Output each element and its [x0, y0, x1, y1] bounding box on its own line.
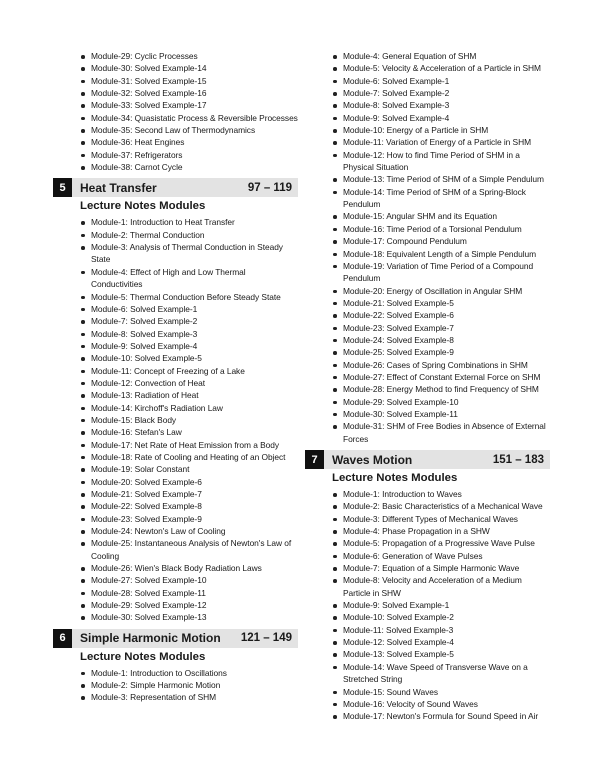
module-item: Module-24: Newton's Law of Cooling: [79, 525, 298, 537]
chapter-number: 7: [305, 450, 324, 469]
chapter-number: 5: [53, 178, 72, 197]
module-item: Module-28: Energy Method to find Frequency of SHM: [331, 383, 550, 395]
module-item: Module-10: Solved Example-2: [331, 611, 550, 623]
module-list: [53, 667, 298, 704]
right-column: [305, 50, 550, 723]
module-item: Module-31: Solved Example-15: [79, 75, 298, 87]
module-item: Module-5: Thermal Conduction Before Steady State: [79, 291, 298, 303]
module-item: Module-19: Variation of Time Period of a Compound Pendulum: [331, 260, 550, 285]
section-subheading: Lecture Notes Modules: [80, 650, 206, 663]
chapter-number: 6: [53, 629, 72, 648]
module-item: Module-22: Solved Example-6: [331, 309, 550, 321]
chapter-pages: 97 – 119: [247, 181, 292, 194]
module-item: Module-19: Solar Constant: [79, 463, 298, 475]
module-item: Module-22: Solved Example-8: [79, 500, 298, 512]
chapter-pages: 151 – 183: [492, 453, 544, 466]
section-subheading: Lecture Notes Modules: [332, 472, 458, 484]
module-item: Module-15: Sound Waves: [331, 686, 550, 698]
module-item: Module-15: Angular SHM and its Equation: [331, 210, 550, 222]
module-list: [305, 50, 550, 445]
chapter-title: Simple Harmonic Motion: [80, 631, 221, 646]
module-item: Module-11: Concept of Freezing of a Lake: [79, 365, 298, 377]
module-item: Module-6: Solved Example-1: [79, 303, 298, 315]
module-item: Module-2: Simple Harmonic Motion: [79, 679, 298, 691]
module-item: Module-16: Time Period of a Torsional Pendulum: [331, 223, 550, 235]
module-item: Module-12: Convection of Heat: [79, 377, 298, 389]
module-item: Module-13: Radiation of Heat: [79, 389, 298, 401]
module-item: Module-30: Solved Example-13: [79, 611, 298, 623]
chapter-title: Waves Motion: [332, 452, 413, 467]
module-item: Module-31: SHM of Free Bodies in Absence of External Forces: [331, 420, 550, 445]
module-item: Module-26: Wien's Black Body Radiation Laws: [79, 562, 298, 574]
module-item: Module-23: Solved Example-7: [331, 322, 550, 334]
module-item: Module-36: Heat Engines: [79, 136, 298, 148]
module-item: Module-24: Solved Example-8: [331, 334, 550, 346]
chapter-6-header: [53, 629, 298, 648]
module-item: Module-10: Solved Example-5: [79, 352, 298, 364]
module-item: Module-14: Time Period of SHM of a Spring-Block Pendulum: [331, 186, 550, 211]
module-item: Module-29: Solved Example-10: [331, 396, 550, 408]
module-item: Module-3: Different Types of Mechanical Waves: [331, 513, 550, 525]
module-item: Module-33: Solved Example-17: [79, 99, 298, 111]
module-item: Module-13: Solved Example-5: [331, 648, 550, 660]
module-item: Module-17: Compound Pendulum: [331, 235, 550, 247]
module-item: Module-3: Analysis of Thermal Conduction in Steady State: [79, 241, 298, 266]
module-item: Module-37: Refrigerators: [79, 149, 298, 161]
module-item: Module-20: Solved Example-6: [79, 476, 298, 488]
module-item: Module-4: General Equation of SHM: [331, 50, 550, 62]
module-item: Module-2: Thermal Conduction: [79, 229, 298, 241]
module-item: Module-14: Kirchoff's Radiation Law: [79, 402, 298, 414]
module-list: [53, 216, 298, 623]
module-item: Module-30: Solved Example-14: [79, 62, 298, 74]
module-item: Module-28: Solved Example-11: [79, 587, 298, 599]
module-item: Module-14: Wave Speed of Transverse Wave on a Stretched String: [331, 661, 550, 686]
module-item: Module-5: Velocity & Acceleration of a Particle in SHM: [331, 62, 550, 74]
module-item: Module-3: Representation of SHM: [79, 691, 298, 703]
module-item: Module-27: Effect of Constant External Force on SHM: [331, 371, 550, 383]
module-item: Module-21: Solved Example-7: [79, 488, 298, 500]
module-item: Module-17: Newton's Formula for Sound Speed in Air: [331, 710, 550, 722]
module-item: Module-25: Solved Example-9: [331, 346, 550, 358]
chapter-7-header: [305, 450, 550, 469]
module-item: Module-32: Solved Example-16: [79, 87, 298, 99]
module-item: Module-38: Carnot Cycle: [79, 161, 298, 173]
module-item: Module-1: Introduction to Waves: [331, 488, 550, 500]
module-item: Module-13: Time Period of SHM of a Simple Pendulum: [331, 173, 550, 185]
module-item: Module-8: Solved Example-3: [79, 328, 298, 340]
module-item: Module-9: Solved Example-4: [79, 340, 298, 352]
module-item: Module-29: Solved Example-12: [79, 599, 298, 611]
section-subheading: Lecture Notes Modules: [80, 200, 206, 213]
module-item: Module-20: Energy of Oscillation in Angular SHM: [331, 285, 550, 297]
module-item: Module-9: Solved Example-4: [331, 112, 550, 124]
module-item: Module-27: Solved Example-10: [79, 574, 298, 586]
module-item: Module-8: Solved Example-3: [331, 99, 550, 111]
module-item: Module-11: Solved Example-3: [331, 624, 550, 636]
module-item: Module-7: Solved Example-2: [79, 315, 298, 327]
chapter-5-header: [53, 178, 298, 197]
module-item: Module-12: How to find Time Period of SHM in a Physical Situation: [331, 149, 550, 174]
module-item: Module-7: Equation of a Simple Harmonic Wave: [331, 562, 550, 574]
module-item: Module-2: Basic Characteristics of a Mechanical Wave: [331, 500, 550, 512]
module-item: Module-8: Velocity and Acceleration of a Medium Particle in SHW: [331, 574, 550, 599]
module-item: Module-16: Velocity of Sound Waves: [331, 698, 550, 710]
module-item: Module-29: Cyclic Processes: [79, 50, 298, 62]
module-item: Module-17: Net Rate of Heat Emission from a Body: [79, 439, 298, 451]
module-list: [305, 488, 550, 723]
left-column: [53, 50, 298, 704]
module-item: Module-9: Solved Example-1: [331, 599, 550, 611]
module-item: Module-7: Solved Example-2: [331, 87, 550, 99]
module-item: Module-34: Quasistatic Process & Reversible Processes: [79, 112, 298, 124]
chapter-pages: 121 – 149: [240, 632, 292, 645]
module-item: Module-15: Black Body: [79, 414, 298, 426]
module-item: Module-10: Energy of a Particle in SHM: [331, 124, 550, 136]
chapter-title: Heat Transfer: [80, 180, 157, 195]
module-item: Module-16: Stefan's Law: [79, 426, 298, 438]
module-item: Module-4: Phase Propagation in a SHW: [331, 525, 550, 537]
module-item: Module-11: Variation of Energy of a Particle in SHM: [331, 136, 550, 148]
module-item: Module-26: Cases of Spring Combinations in SHM: [331, 359, 550, 371]
module-item: Module-30: Solved Example-11: [331, 408, 550, 420]
module-item: Module-1: Introduction to Heat Transfer: [79, 216, 298, 228]
module-item: Module-21: Solved Example-5: [331, 297, 550, 309]
module-item: Module-18: Rate of Cooling and Heating of an Object: [79, 451, 298, 463]
module-item: Module-12: Solved Example-4: [331, 636, 550, 648]
module-item: Module-35: Second Law of Thermodynamics: [79, 124, 298, 136]
module-item: Module-6: Generation of Wave Pulses: [331, 550, 550, 562]
module-item: Module-18: Equivalent Length of a Simple Pendulum: [331, 248, 550, 260]
module-item: Module-23: Solved Example-9: [79, 513, 298, 525]
module-item: Module-5: Propagation of a Progressive Wave Pulse: [331, 537, 550, 549]
module-list: [53, 50, 298, 173]
module-item: Module-1: Introduction to Oscillations: [79, 667, 298, 679]
module-item: Module-4: Effect of High and Low Thermal Conductivities: [79, 266, 298, 291]
module-item: Module-6: Solved Example-1: [331, 75, 550, 87]
module-item: Module-25: Instantaneous Analysis of Newton's Law of Cooling: [79, 537, 298, 562]
